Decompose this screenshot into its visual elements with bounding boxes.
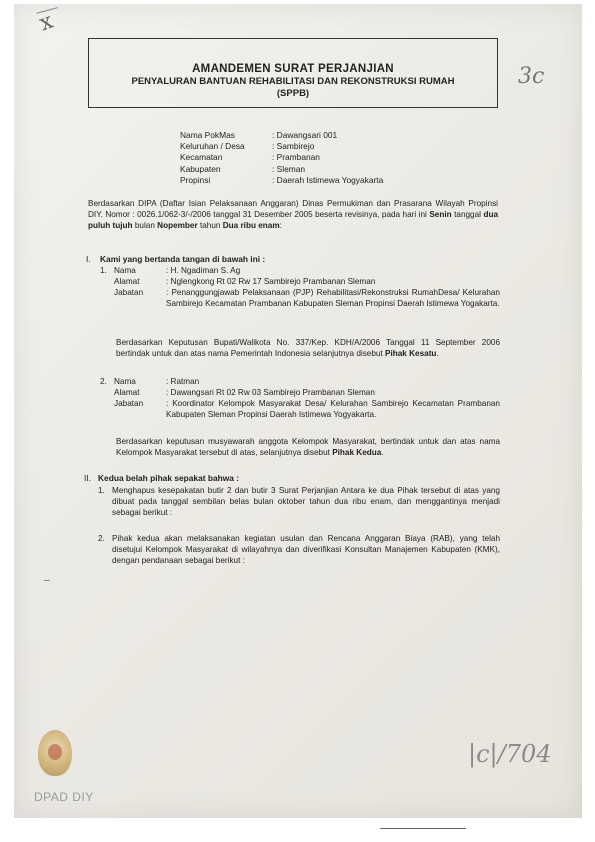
party-value: : Penanggungjawab Pelaksanaan (PJP) Rehabilitasi/Rekonstruksi RumahDesa/ Kelurahan Sambirejo Kecamatan Prambanan Kabupaten Sleman Propinsi Daerah Istimewa Yogakarta. xyxy=(166,288,500,308)
intro-paragraph xyxy=(88,198,498,231)
document-title: AMANDEMEN SURAT PERJANJIAN xyxy=(192,63,394,75)
info-label: Kabupaten xyxy=(180,163,221,174)
info-label: Propinsi xyxy=(180,174,211,185)
party-label: Alamat xyxy=(114,277,140,286)
info-row xyxy=(180,164,383,175)
party-value: : Dawangsari Rt 02 Rw 03 Sambirejo Prambanan Sleman xyxy=(166,388,375,397)
info-value: : Sambirejo xyxy=(272,141,315,152)
party-1 xyxy=(100,265,500,309)
info-label: Keluruhan / Desa xyxy=(180,141,245,152)
intro-text: bulan xyxy=(134,221,155,230)
party-label: Jabatan xyxy=(114,399,144,408)
basis-text: Berdasarkan Keputusan Bupati/Walikota No. 337/Kep. KDH/A/2006 Tanggal 11 September 2006 bertindak untuk dan atas nama Pemerintah Indonesia selanjutnya disebut xyxy=(116,338,500,358)
item-text: Menghapus kesepakatan butir 2 dan butir 3 Surat Perjanjian Antara ke dua Pihak tersebut di atas yang dibuat pada tanggal sembilan belas bulan oktober tahun dua ribu enam, dan menggantinya menjadi sebagai berikut : xyxy=(112,486,500,517)
party-2 xyxy=(100,376,500,420)
intro-text: tahun xyxy=(199,221,221,230)
intro-day: Senin xyxy=(429,210,452,219)
section-2 xyxy=(84,473,500,484)
party-label: Alamat xyxy=(114,388,140,397)
party-number: 1. xyxy=(100,266,107,275)
party-row xyxy=(100,265,500,276)
party-number: 2. xyxy=(100,377,107,386)
party-row xyxy=(100,287,500,309)
info-row xyxy=(180,152,383,163)
title-box xyxy=(88,38,498,108)
agreement-item xyxy=(98,533,500,566)
section-heading: Kami yang bertanda tangan di bawah ini : xyxy=(100,254,266,264)
info-value: : Sleman xyxy=(272,163,306,174)
intro-date: dua puluh tujuh xyxy=(88,210,499,230)
intro-text: tanggal xyxy=(454,210,481,219)
party-value: : Koordinator Kelompok Masyarakat Desa/ Kelurahan Sambirejo Kecamatan Prambanan Kabupaten Sleman Propinsi Daerah Istimewa Yogyakarta. xyxy=(166,399,500,419)
party-row xyxy=(100,398,500,420)
pen-dot xyxy=(44,580,50,581)
handwritten-archive-code: |c|/704 xyxy=(468,740,552,768)
party-label: Jabatan xyxy=(114,288,144,297)
emblem-center xyxy=(48,744,62,760)
group-info-block xyxy=(180,130,383,186)
info-label: Kecamatan xyxy=(180,152,223,163)
section-number: II. xyxy=(84,473,91,483)
info-row xyxy=(180,141,383,152)
intro-text: Berdasarkan DIPA (Daftar Isian Pelaksanaan Anggaran) Dinas Permukiman dan Prasarana Wilayah Propinsi DIY. Nomor : 0026.1/062-3/-/2006 tanggal 31 Desember 2005 beserta revisinya, pada hari ini xyxy=(88,199,498,219)
item-number: 2. xyxy=(98,534,105,543)
item-text: Pihak kedua akan melaksanakan kegiatan usulan dan Rencana Anggaran Biaya (RAB), yang telah disetujui Kelompok Masyarakat di wilayahnya dan diverifikasi Konsultan Manajemen Kabupaten (KMK), dengan pendanaan sebagai berikut : xyxy=(112,534,500,565)
section-1 xyxy=(86,254,500,265)
intro-month: Nopember xyxy=(157,221,198,230)
party-row xyxy=(100,387,500,398)
party-value: : H. Ngadiman S. Ag xyxy=(166,266,241,275)
party-value: : Ratman xyxy=(166,377,200,386)
info-value: : Daerah Istimewa Yogyakarta xyxy=(272,174,384,185)
section-1-heading-row xyxy=(86,254,500,265)
info-row xyxy=(180,130,383,141)
party-row xyxy=(100,276,500,287)
party-designation: Pihak Kesatu xyxy=(385,349,437,358)
party-row xyxy=(100,376,500,387)
intro-text: : xyxy=(279,221,282,230)
info-value: : Dawangsari 001 xyxy=(272,130,338,140)
section-heading: Kedua belah pihak sepakat bahwa : xyxy=(98,473,240,483)
party-value: : Nglengkong Rt 02 Rw 17 Sambirejo Prambanan Sleman xyxy=(166,277,376,286)
footer-line xyxy=(380,828,466,829)
archive-watermark: DPAD DIY xyxy=(34,790,94,804)
party-2-basis xyxy=(116,436,500,458)
info-row xyxy=(180,175,383,186)
item-number: 1. xyxy=(98,486,105,495)
section-2-heading-row xyxy=(84,473,500,484)
party-label: Nama xyxy=(114,266,136,275)
agreement-item xyxy=(98,485,500,518)
info-label: Nama PokMas xyxy=(180,130,235,140)
document-abbreviation: (SPPB) xyxy=(276,88,310,99)
party-label: Nama xyxy=(114,377,136,386)
handwritten-corner-mark: x xyxy=(36,8,57,37)
section-number: I. xyxy=(86,254,91,264)
info-value: : Prambanan xyxy=(272,152,320,163)
party-designation: Pihak Kedua xyxy=(332,448,382,457)
intro-year: Dua ribu enam xyxy=(222,221,280,230)
party-1-basis xyxy=(116,337,500,359)
basis-text: . xyxy=(381,448,384,457)
basis-text: . xyxy=(436,349,439,358)
document-subtitle: PENYALURAN BANTUAN REHABILITASI DAN REKONSTRUKSI RUMAH xyxy=(131,76,455,87)
handwritten-page-number: 3c xyxy=(518,64,545,89)
basis-text: Berdasarkan keputusan musyawarah anggota Kelompok Masyarakat, bertindak untuk dan atas nama Kelompok Masyarakat tersebut di atas, selanjutnya disebut xyxy=(116,437,500,457)
